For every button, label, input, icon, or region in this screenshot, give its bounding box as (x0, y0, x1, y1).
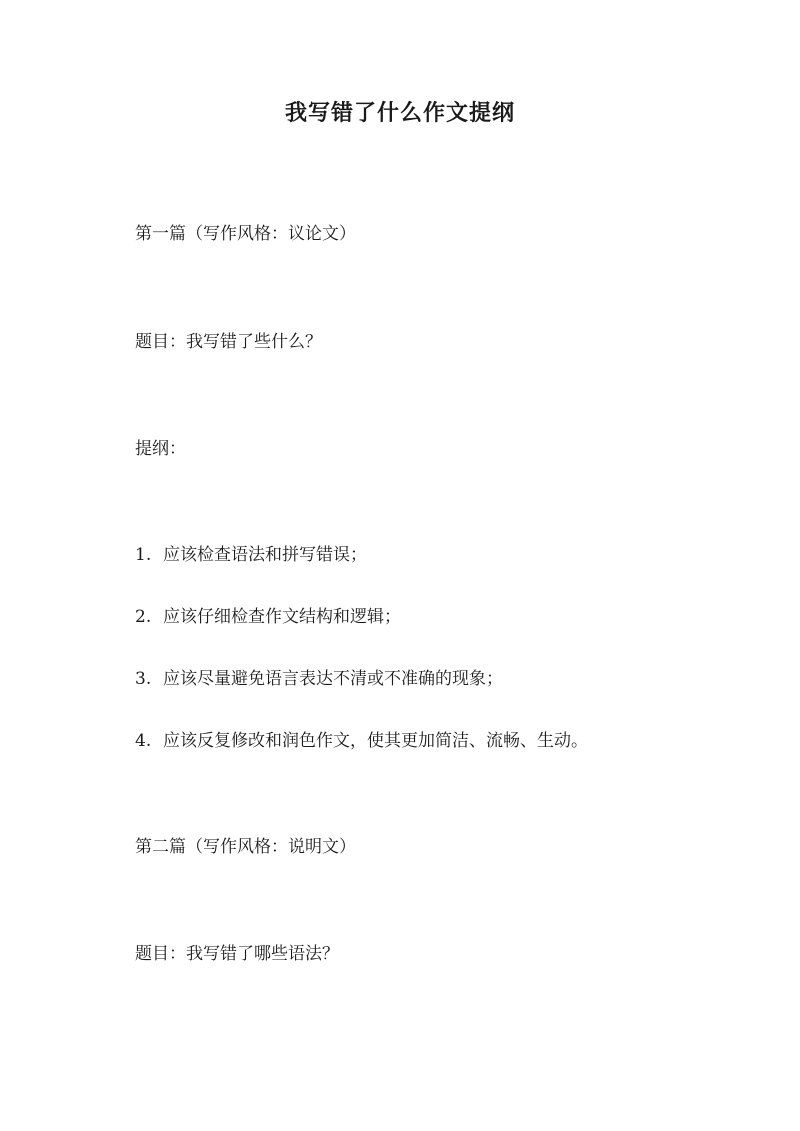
outline-label: 提纲： (135, 439, 186, 459)
outline-item (135, 664, 503, 689)
section1-topic: 题目：我写错了些什么？ (135, 332, 322, 352)
outline-item-number: 4. (135, 731, 152, 751)
outline-item-text: 应该仔细检查作文结构和逻辑； (163, 607, 401, 627)
outline-item (135, 726, 588, 751)
outline-item-number: 2. (135, 607, 152, 627)
outline-item-number: 3. (135, 669, 152, 689)
outline-item (135, 602, 401, 627)
document-title: 我写错了什么作文提纲 (284, 100, 515, 126)
outline-item-text: 应该尽量避免语言表达不清或不准确的现象； (163, 669, 503, 689)
outline-item-text: 应该检查语法和拼写错误； (163, 545, 367, 565)
section2-heading: 第二篇（写作风格：说明文） (135, 837, 356, 857)
outline-item-number: 1. (135, 545, 152, 565)
section1-heading: 第一篇（写作风格：议论文） (135, 224, 356, 244)
outline-item-text: 应该反复修改和润色作文，使其更加简洁、流畅、生动。 (163, 731, 588, 751)
section2-topic: 题目：我写错了哪些语法？ (135, 944, 339, 964)
outline-item (135, 540, 367, 565)
